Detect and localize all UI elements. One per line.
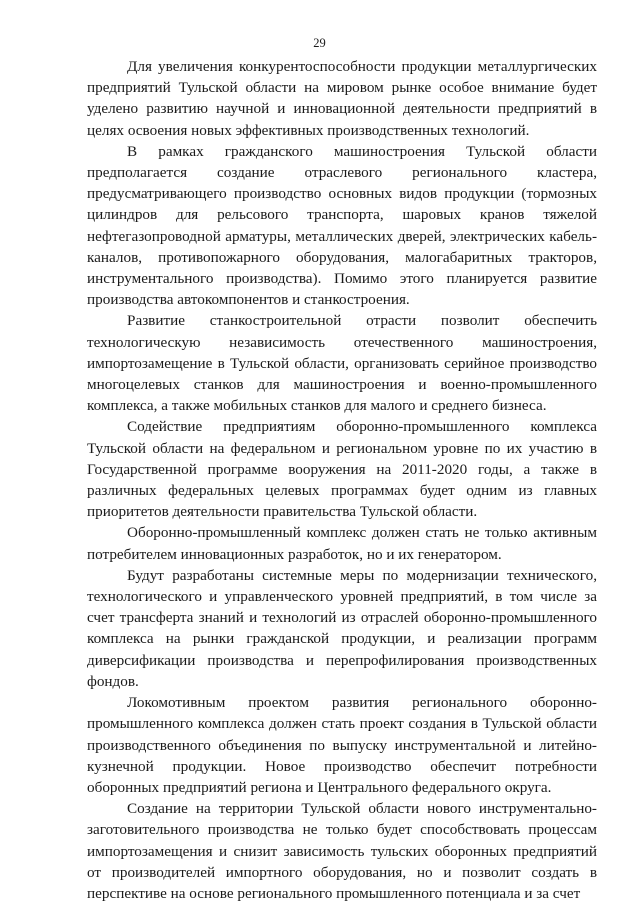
paragraph: Развитие станкостроительной отрасти позволит обеспечить технологическую независимость отечественного машиностроения, импортозамещение в Тульской области, организовать серийное производство многоцелевых станков для машиностроения и военно-промышленного комплекса, а также мобильных станков для малого и среднего бизнеса. [87, 312, 597, 415]
body-text [87, 56, 597, 904]
page-number: 29 [313, 36, 326, 50]
paragraph: Создание на территории Тульской области нового инструментально-заготовительного производства не только будет способствовать процессам импортозамещения и снизит зависимость тульских оборонных предприятий от производителей импортного оборудования, но и позволит создать в перспективе на основе регионального промышленного потенциала и за счет [87, 800, 597, 902]
paragraph: Для увеличения конкурентоспособности продукции металлургических предприятий Тульской области на мировом рынке особое внимание будет уделено развитию научной и инновационной деятельности предприятий в целях освоения новых эффективных производственных технологий. [87, 58, 597, 139]
paragraph: Будут разработаны системные меры по модернизации технического, технологического и управленческого уровней предприятий, в том числе за счет трансферта знаний и технологий из отраслей оборонно-промышленного комплекса на рынки гражданской продукции, и реализации программ диверсификации производства и перепрофилирования производственных фондов. [87, 566, 597, 690]
paragraph: Содействие предприятиям оборонно-промышленного комплекса Тульской области на федеральном и региональном уровне по их участию в Государственной программе вооружения на 2011-2020 годы, а также в различных федеральных целевых программах будет одним из главных приоритетов деятельности правительства Тульской области. [87, 418, 597, 521]
paragraph: В рамках гражданского машиностроения Тульской области предполагается создание отраслевого регионального кластера, предусматривающего производство основных видов продукции (тормозных цилиндров для рельсового транспорта, шаровых кранов тяжелой нефтегазопроводной арматуры, металлических дверей, электрических кабель-каналов, противопожарного оборудования, малогабаритных тракторов, инструментального производства). Помимо этого планируется развитие производства автокомпонентов и станкостроения. [87, 142, 597, 309]
paragraph: Оборонно-промышленный комплекс должен стать не только активным потребителем инновационных разработок, но и их генератором. [87, 524, 597, 563]
paragraph: Локомотивным проектом развития регионального оборонно-промышленного комплекса должен стать проект создания в Тульской области производственного объединения по выпуску инструментальной и литейно-кузнечной продукции. Новое производство обеспечит потребности оборонных предприятий региона и Центрального федерального округа. [87, 694, 597, 796]
